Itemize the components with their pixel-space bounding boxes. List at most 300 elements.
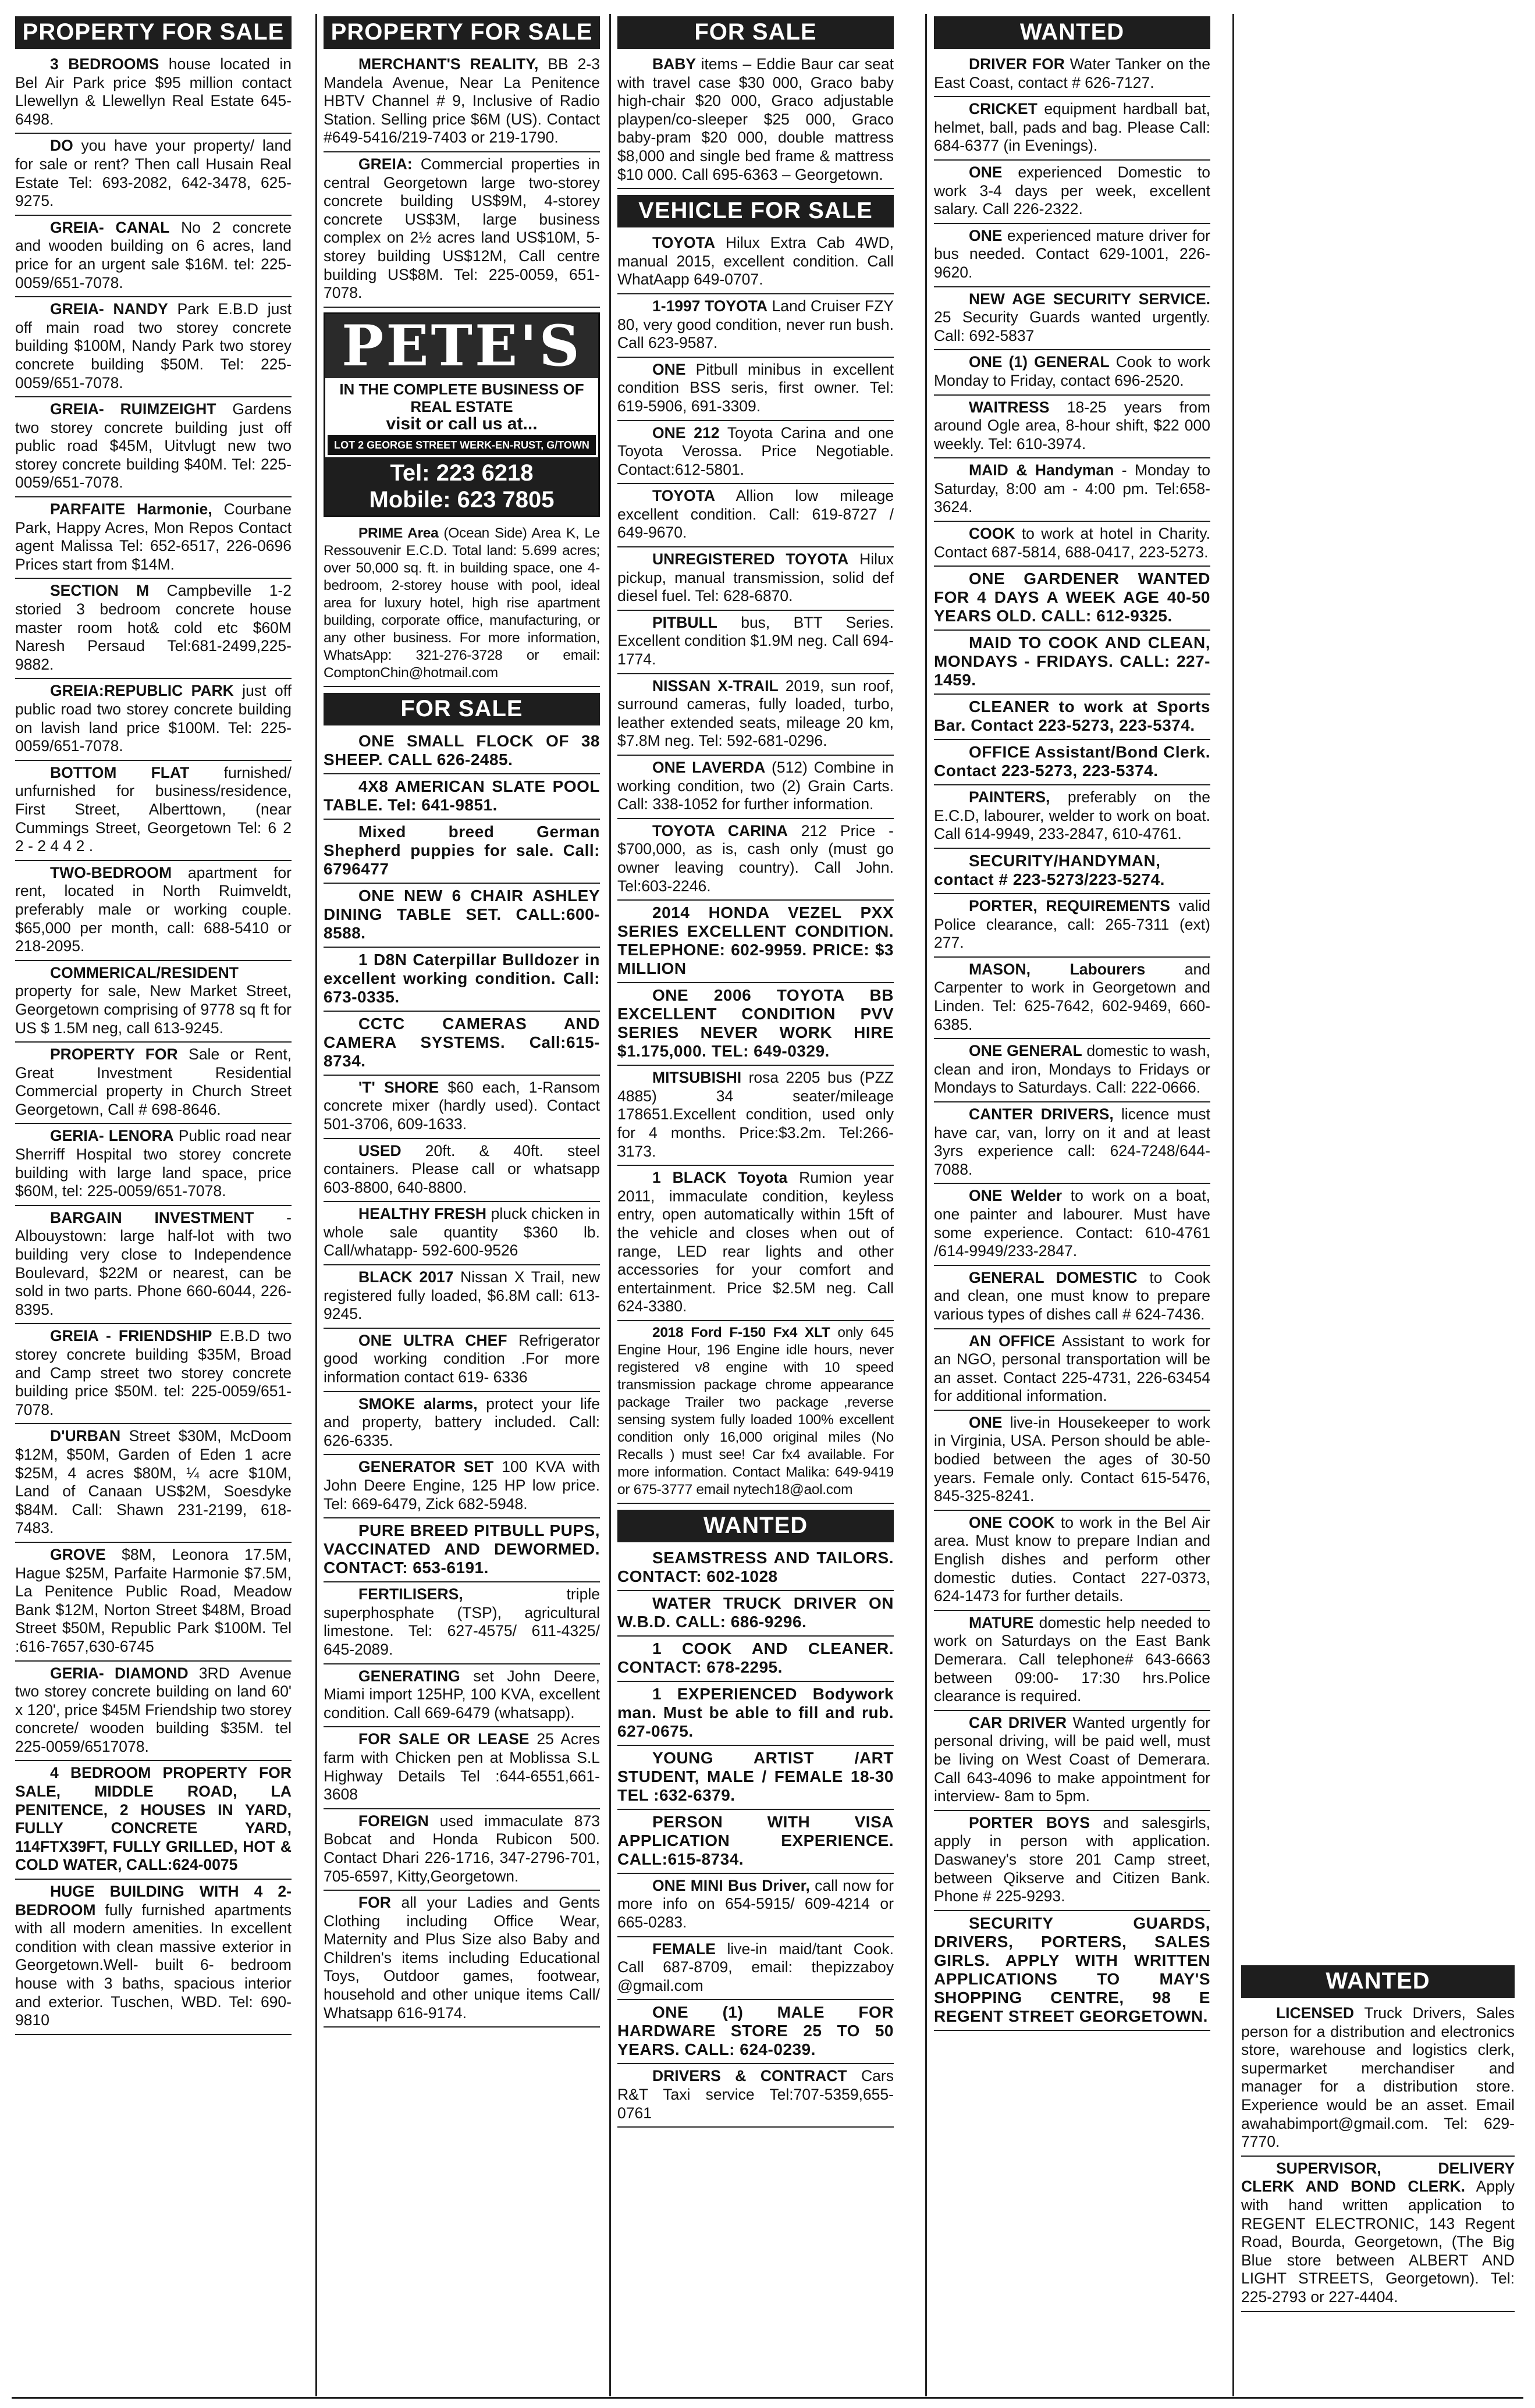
ad-text <box>617 550 894 606</box>
ad-text <box>617 424 894 479</box>
column-divider <box>1232 14 1234 2396</box>
ad-body: and salesgirls, apply in person with application. Daswaney's store 201 Camp street, between Qikserve and Citizen Bank. Phone # 225-9293. <box>934 1813 1210 1905</box>
ad-lead: PROPERTY FOR <box>50 1045 178 1063</box>
classified-ad <box>15 1761 292 1880</box>
classified-ad <box>324 1139 600 1203</box>
ad-body: $8M, Leonora 17.5M, Hague $25M, Parfaite Harmonie $7.5M, La Penitence Public Road, Meadow Bank $12M, Norton Street $48M, Broad Street $50M, Republic Park $100M. Tel :616-7657,630-6745 <box>15 1545 292 1655</box>
ad-text <box>934 852 1210 889</box>
ad-text <box>617 1594 894 1631</box>
ad-lead: MERCHANT'S REALITY, <box>358 55 539 73</box>
classified-ad <box>617 901 894 983</box>
ad-text <box>617 2067 894 2122</box>
ad-text <box>324 1268 600 1324</box>
ad-list <box>934 52 1210 2031</box>
ad-body: equipment hardball bat, helmet, ball, pads and bag. Please Call: 684-6377 (in Evenings). <box>934 100 1210 155</box>
ad-text <box>324 1521 600 1577</box>
ad-text <box>324 155 600 303</box>
classified-ad <box>15 761 292 861</box>
ad-body: - Albouystown: large half-lot with two building very close to Independence Boulevard, $22M or nearest, can be sold in two parts. Phone 660-6044, 226-8395. <box>15 1208 292 1318</box>
ad-text <box>934 399 1210 454</box>
column-3 <box>617 16 894 2128</box>
classified-ad <box>934 1039 1210 1102</box>
logo-address: LOT 2 GEORGE STREET WERK-EN-RUST, G/TOWN <box>328 435 596 455</box>
classified-ad <box>617 547 894 611</box>
ad-text <box>934 525 1210 561</box>
ad-text <box>617 55 894 184</box>
ad-lead: ONE Welder <box>969 1187 1063 1205</box>
ad-text <box>617 1685 894 1741</box>
ad-lead: GERIA- DIAMOND <box>50 1664 189 1682</box>
ad-lead: MATURE <box>969 1613 1034 1631</box>
classified-ad <box>934 1184 1210 1265</box>
ad-body: items – Eddie Baur car seat with travel case $30 000, Graco baby high-chair $20 000, Graco adjustable playpen/co-sleeper $25 000, Graco baby-pram $20 000, double mattress $8,000 and single bed frame & mattress $10 000. Call 695-6363 – Georgetown. <box>617 55 894 183</box>
classified-ad <box>617 1874 894 1937</box>
classified-ad <box>324 152 600 308</box>
classified-ad <box>934 849 1210 894</box>
classified-ad <box>934 1611 1210 1711</box>
ad-body: used immaculate 873 Bobcat and Honda Rubicon 500. Contact Dhari 226-1716, 347-2796-701, 705-6597, Kitty,Georgetown. <box>324 1812 600 1885</box>
classified-ad <box>324 1392 600 1456</box>
classified-ad <box>934 631 1210 695</box>
ad-body: Campbeville 1-2 storied 3 bedroom concrete house master room hot& cold etc $60M Naresh Persaud Tel:681-2499,225-9882. <box>15 582 292 673</box>
ad-text <box>934 570 1210 625</box>
ad-body: (512) Combine in working condition, two (2) Grain Carts. Call: 338-1052 for further information. <box>617 759 894 813</box>
ad-text <box>15 1327 292 1419</box>
classified-ad <box>617 1166 894 1321</box>
classified-ad <box>1241 2157 1515 2312</box>
ad-text <box>934 290 1210 346</box>
ad-body: Public road near Sherriff Hospital two storey concrete building with large land space, price $60M, tel: 225-0059/651-7078. <box>15 1127 292 1200</box>
ad-body: licence must have car, van, lorry on it and at least 3yrs experience call: 624-7248/644-7088. <box>934 1105 1210 1178</box>
ad-lead: CAR DRIVER <box>969 1713 1067 1731</box>
classified-ad <box>617 1682 894 1746</box>
ad-body: to work on a boat, one painter and labourer. Must have some experience. Contact: 610-4761 /614-9949/233-2847. <box>934 1187 1210 1260</box>
ad-lead: MITSUBISHI <box>652 1069 742 1087</box>
ad-body: to work at hotel in Charity. Contact 687-5814, 688-0417, 223-5273. <box>934 525 1210 561</box>
ad-lead: 1 D8N Caterpillar Bulldozer in excellent working condition. Call: 673-0335. <box>324 950 600 1006</box>
ad-body: call now for more info on 654-5915/ 609-4214 or 665-0283. <box>617 1876 894 1932</box>
logo-line2: visit or call us at... <box>386 414 538 433</box>
ad-text <box>15 300 292 392</box>
classified-ad <box>15 297 292 397</box>
ad-lead: SMOKE alarms, <box>358 1395 478 1413</box>
ad-text <box>324 1730 600 1804</box>
ad-text <box>324 1395 600 1450</box>
ad-lead: NISSAN X-TRAIL <box>652 677 779 695</box>
ad-body: Water Tanker on the East Coast, contact # 626-7127. <box>934 55 1210 91</box>
classified-ad <box>934 1711 1210 1811</box>
ad-text <box>934 1514 1210 1606</box>
ad-lead: PORTER BOYS <box>969 1813 1090 1831</box>
ad-lead: SECURITY GUARDS, DRIVERS, PORTERS, SALES GIRLS. APPLY WITH WRITTEN APPLICATIONS TO MAY'S SHOPPING CENTRE, 98 E REGENT STREET GEORGETOWN. <box>934 1913 1210 2025</box>
classified-ad <box>15 216 292 297</box>
classified-ad <box>15 679 292 760</box>
ad-lead: SEAMSTRESS AND TAILORS. CONTACT: 602-1028 <box>617 1548 894 1585</box>
classified-ad <box>15 1662 292 1762</box>
ad-body: experienced Domestic to work 3-4 days per week, excellent salary. Call 226-2322. <box>934 163 1210 218</box>
ad-lead: OFFICE Assistant/Bond Clerk. Contact 223-5273, 223-5374. <box>934 743 1210 780</box>
classified-ad <box>617 1066 894 1166</box>
section-header-wanted: WANTED <box>934 16 1210 49</box>
ad-lead: SUPERVISOR, DELIVERY CLERK AND BOND CLERK. <box>1241 2159 1515 2196</box>
classified-ad <box>934 567 1210 631</box>
ad-lead: ONE 2006 TOYOTA BB EXCELLENT CONDITION PVV SERIES NEVER WORK HIRE $1.175,000. TEL: 649-0329. <box>617 986 894 1061</box>
classified-ad <box>324 1664 600 1728</box>
classified-ad <box>324 1202 600 1265</box>
classified-ad <box>617 231 894 294</box>
ad-text <box>15 1764 292 1875</box>
ad-lead: ONE GARDENER WANTED FOR 4 DAYS A WEEK AGE 40-50 YEARS OLD. CALL: 612-9325. <box>934 570 1210 625</box>
ad-lead: PRIME Area <box>358 525 439 541</box>
ad-lead: USED <box>358 1141 401 1159</box>
ad-lead: COOK <box>969 525 1015 543</box>
classified-ad <box>324 1076 600 1139</box>
ad-text <box>324 1205 600 1260</box>
ad-text <box>324 55 600 147</box>
ad-lead: BLACK 2017 <box>358 1268 454 1286</box>
classified-ad <box>617 358 894 421</box>
ad-body: BB 2-3 Mandela Avenue, Near La Penitence HBTV Channel # 9, Inclusive of Radio Station. Selling price $6M (US). Contact #649-5416/219-7403 or 219-1790. <box>324 55 600 147</box>
ad-body: Cars R&T Taxi service Tel:707-5359,655-0761 <box>617 2067 894 2122</box>
ad-list <box>15 52 292 2035</box>
ad-body: triple superphosphate (TSP), agricultural limestone. Tel: 627-4575/ 611-4325/ 645-2089. <box>324 1585 600 1658</box>
ad-lead: FERTILISERS, <box>358 1585 463 1603</box>
classified-ad <box>324 774 600 820</box>
classified-ad <box>324 522 600 687</box>
classified-ad <box>617 52 894 189</box>
ad-body: - Monday to Saturday, 8:00 am - 4:00 pm. Tel:658-3624. <box>934 461 1210 516</box>
classified-ad <box>934 224 1210 287</box>
classified-ad <box>617 1546 894 1591</box>
classified-ad <box>617 674 894 756</box>
ad-text <box>617 759 894 814</box>
ad-lead: DO <box>50 137 73 155</box>
classified-ad <box>324 729 600 774</box>
column-5 <box>1241 1965 1515 2312</box>
ad-lead: GENERAL DOMESTIC <box>969 1268 1138 1286</box>
ad-list <box>324 52 600 308</box>
ad-body: Cook to work Monday to Friday, contact 696-2520. <box>934 353 1210 389</box>
ad-text <box>1241 2160 1515 2307</box>
ad-lead: GENERATING <box>358 1667 460 1685</box>
ad-lead: GREIA - FRIENDSHIP <box>50 1327 212 1345</box>
ad-lead: 1 BLACK Toyota <box>652 1169 788 1187</box>
ad-text <box>15 219 292 292</box>
ad-text <box>617 2003 894 2059</box>
ad-body: 3RD Avenue two storey concrete building on land 60' x 120', price $45M Friendship two storey concrete/ wooden building $35M. tel 225-0059/6517078. <box>15 1664 292 1755</box>
ad-body: experienced mature driver for bus needed. Contact 629-1001, 226-9620. <box>934 226 1210 281</box>
ad-text <box>324 1894 600 2022</box>
ad-body: Land Cruiser FZY 80, very good condition, never run bush. Call 623-9587. <box>617 297 894 352</box>
ad-body: Commercial properties in central Georgetown large two-storey concrete building US$9M, 4-storey concrete US$3M, large business complex on 2½ acres land US$10M, 5-storey building US$12M, Call centre building US$8M. Tel: 225-0059, 651-7078. <box>324 155 600 302</box>
ad-body: house located in Bel Air Park price $95 million contact Llewellyn & Llewellyn Real Estate 645-6498. <box>15 55 292 128</box>
ad-text <box>15 1045 292 1119</box>
ad-text <box>617 1749 894 1805</box>
ad-text <box>15 764 292 856</box>
classified-ad <box>324 1012 600 1076</box>
ad-text <box>324 732 600 769</box>
classified-ad <box>617 1810 894 1874</box>
ad-text <box>934 163 1210 219</box>
ad-body: to Cook and clean, one must know to prepare various types of dishes call # 624-7436. <box>934 1268 1210 1323</box>
ad-lead: WATER TRUCK DRIVER ON W.B.D. CALL: 686-9296. <box>617 1594 894 1631</box>
classified-ad <box>324 1518 600 1582</box>
section-header-vehicle-for-sale: VEHICLE FOR SALE <box>617 195 894 227</box>
ad-text <box>617 1940 894 1996</box>
classified-ad <box>324 1891 600 2028</box>
ad-text <box>324 951 600 1006</box>
ad-body: Rumion year 2011, immaculate condition, keyless entry, open automatically within 15ft of the vehicle and closes when out of range, LED rear lights and other accessories for your comfort and entertainment. Price $2.5M neg. Call 624-3380. <box>617 1169 894 1315</box>
ad-lead: ONE <box>969 1413 1003 1431</box>
classified-ad <box>617 1591 894 1637</box>
ad-lead: FOREIGN <box>358 1812 429 1830</box>
ad-lead: GREIA:REPUBLIC PARK <box>50 682 234 700</box>
ad-text <box>934 897 1210 952</box>
ad-text <box>934 1042 1210 1097</box>
ad-lead: BABY <box>652 55 697 73</box>
ad-text <box>934 1269 1210 1324</box>
ad-lead: TOYOTA <box>652 234 715 252</box>
ad-body: Hilux Extra Cab 4WD, manual 2015, excellent condition. Call WhatAapp 649-0707. <box>617 234 894 289</box>
ad-lead: GREIA- RUIMZEIGHT <box>50 400 216 418</box>
classified-ad <box>15 1206 292 1325</box>
classified-ad <box>617 1321 894 1504</box>
ad-body: preferably on the E.C.D, labourer, welder to work on boat. Call 614-9949, 233-2847, 610-4761. <box>934 788 1210 843</box>
ad-text <box>617 487 894 542</box>
classified-ad <box>15 1424 292 1543</box>
ad-lead: FEMALE <box>652 1940 716 1958</box>
ad-body: 100 KVA with John Deere Engine, 125 HP low price. Tel: 669-6479, Zick 682-5948. <box>324 1458 600 1513</box>
section-header-wanted: WANTED <box>617 1510 894 1542</box>
classified-ad <box>617 294 894 358</box>
classified-ad <box>934 97 1210 161</box>
column-divider <box>609 14 611 2396</box>
classified-ad <box>934 1411 1210 1511</box>
ad-body: 25 Acres farm with Chicken pen at Moblissa S.L Highway Details Tel :644-6551,661-3608 <box>324 1730 600 1804</box>
classified-ad <box>15 961 292 1043</box>
ad-lead: 'T' SHORE <box>358 1078 439 1096</box>
ad-text <box>934 1814 1210 1906</box>
ad-list <box>324 522 600 687</box>
classified-ad <box>15 1880 292 2035</box>
classified-ad <box>934 695 1210 740</box>
ad-body: domestic help needed to work on Saturdays on the East Bank Demerara. Call telephone# 643-6663 between 09:00- 17:30 hrs.Police clearance is required. <box>934 1613 1210 1705</box>
classified-ad <box>617 1746 894 1810</box>
ad-text <box>934 1105 1210 1179</box>
logo-mobile: Mobile: 623 7805 <box>369 486 555 513</box>
classified-ad <box>934 458 1210 522</box>
ad-body: Truck Drivers, Sales person for a distribution and electronics store, warehouse and logistics clerk, supermarket merchandiser and manager for a distribution store. Experience would be an asset. Email awahabimport@gmail.com. Tel: 629-7770. <box>1241 2004 1515 2151</box>
ad-lead: ONE LAVERDA <box>652 759 766 776</box>
ad-text <box>324 887 600 942</box>
ad-text <box>324 1015 600 1070</box>
classified-ad <box>934 894 1210 958</box>
ad-text <box>15 1883 292 2030</box>
ad-lead: HUGE BUILDING WITH 4 2- BEDROOM <box>15 1883 292 1919</box>
ad-lead: ONE COOK <box>969 1513 1055 1531</box>
ad-lead: HEALTHY FRESH <box>358 1205 487 1223</box>
classified-ad <box>934 1329 1210 1411</box>
classified-ad <box>15 497 292 579</box>
ad-lead: PITBULL <box>652 613 717 631</box>
ad-text <box>934 100 1210 155</box>
ad-lead: Mixed breed German Shepherd puppies for sale. Call: 6796477 <box>324 822 600 878</box>
ad-lead: ONE <box>969 226 1003 244</box>
ad-lead: GENERATOR SET <box>358 1458 494 1476</box>
ad-body: Gardens two storey concrete building just off public road $45M, Uitvlugt new two storey concrete building $40M. Tel: 225-0059/651-7078. <box>15 400 292 492</box>
ad-text <box>934 461 1210 517</box>
classified-ad <box>15 1324 292 1424</box>
ad-lead: UNREGISTERED TOYOTA <box>652 550 849 568</box>
ad-body: fully furnished apartments with all modern amenities. In excellent condition with clean massive exterior in Georgetown.Well- built 6- bedroom house with 3 baths, spacious interior and exterior. Tuschen, WBD. Tel: 690-9810 <box>15 1901 292 2029</box>
ad-lead: ONE SMALL FLOCK OF 38 SHEEP. CALL 626-2485. <box>324 731 600 769</box>
classified-ad <box>934 740 1210 785</box>
ad-body: Allion low mileage excellent condition. Call: 619-8727 / 649-9670. <box>617 487 894 542</box>
classified-ad <box>324 1455 600 1518</box>
ad-body: and Carpenter to work in Georgetown and Linden. Tel: 625-7642, 602-9469, 660-6385. <box>934 960 1210 1033</box>
classified-ad <box>15 134 292 215</box>
ad-lead: GROVE <box>50 1545 106 1563</box>
ad-text <box>324 1332 600 1387</box>
classified-ad <box>934 1511 1210 1611</box>
ad-text <box>934 698 1210 735</box>
ad-body: pluck chicken in whole sale quantity $360 lb. Call/whatapp- 592-600-9526 <box>324 1205 600 1260</box>
ad-lead: 2014 HONDA VEZEL PXX SERIES EXCELLENT CONDITION. TELEPHONE: 602-9959. PRICE: $3 MILLION <box>617 904 894 978</box>
classified-ad <box>934 1266 1210 1329</box>
ad-lead: 4 BEDROOM PROPERTY FOR SALE, MIDDLE ROAD, LA PENITENCE, 2 HOUSES IN YARD, FULLY CONCRETE YARD, 114FTX39FT, FULLY GRILLED, HOT & COLD WATER, CALL:624-0075 <box>15 1764 292 1874</box>
ad-body: bus, BTT Series. Excellent condition $1.9M neg. Call 694-1774. <box>617 613 894 668</box>
ad-body: Assistant to work for an NGO, personal transportation will be an asset. Contact 225-4731, 226-63454 for additional information. <box>934 1332 1210 1405</box>
ad-text <box>15 400 292 492</box>
ad-body: 212 Price - $700,000, as is, cash only (must go owner leaving country). Call John. Tel:603-2246. <box>617 821 894 895</box>
ad-text <box>15 1546 292 1656</box>
ad-lead: FOR <box>358 1894 391 1912</box>
ad-lead: PURE BREED PITBULL PUPS, VACCINATED AND DEWORMED. CONTACT: 653-6191. <box>324 1521 600 1577</box>
ad-text <box>1241 2004 1515 2151</box>
ad-text <box>15 582 292 674</box>
ad-body: E.B.D two storey concrete building $35M, Broad and Camp street two storey concrete building price $50M. tel: 225-0059/651-7078. <box>15 1327 292 1418</box>
ad-body: to work in the Bel Air area. Must know to prepare Indian and English dishes and perform other domestic duties. Contact 227-0373, 624-1473 for further details. <box>934 1513 1210 1605</box>
section-header-wanted: WANTED <box>1241 1965 1515 1998</box>
ad-lead: 1 COOK AND CLEANER. CONTACT: 678-2295. <box>617 1639 894 1676</box>
classified-ad <box>15 52 292 134</box>
ad-lead: TOYOTA CARINA <box>652 821 788 840</box>
ad-lead: MAID TO COOK AND CLEAN, MONDAYS - FRIDAYS. CALL: 227-1459. <box>934 634 1210 689</box>
column-divider <box>925 14 927 2396</box>
classified-ad <box>324 1809 600 1891</box>
ad-text <box>15 1664 292 1756</box>
classified-ad <box>324 1265 600 1329</box>
classified-ad <box>617 2064 894 2128</box>
ad-body: Pitbull minibus in excellent condition BSS seris, first owner. Tel: 619-5906, 691-3309. <box>617 360 894 415</box>
ad-lead: ONE GENERAL <box>969 1042 1082 1060</box>
ad-body: Courbane Park, Happy Acres, Mon Repos Contact agent Malissa Tel: 652-6517, 226-0696 Prices start from $14M. <box>15 500 292 573</box>
ad-list <box>1241 2001 1515 2312</box>
column-4 <box>934 16 1210 2031</box>
ad-text <box>324 1079 600 1134</box>
column-divider <box>315 14 317 2396</box>
ad-text <box>934 353 1210 390</box>
ad-list <box>617 1546 894 2128</box>
ad-lead: DRIVERS & CONTRACT <box>652 2067 847 2085</box>
logo-tel: Tel: 223 6218 <box>390 460 534 486</box>
classified-ad <box>324 1329 600 1392</box>
classified-ad <box>324 1582 600 1664</box>
ad-lead: GREIA- CANAL <box>50 218 170 236</box>
classified-ad <box>934 522 1210 567</box>
ad-lead: BARGAIN INVESTMENT <box>50 1208 254 1226</box>
ad-lead: MAID & Handyman <box>969 461 1114 479</box>
ad-lead: 3 BEDROOMS <box>50 55 159 73</box>
ad-text <box>617 1877 894 1932</box>
ad-text <box>617 1069 894 1161</box>
ad-text <box>934 1187 1210 1260</box>
ad-body: $60 each, 1-Ransom concrete mixer (hardly used). Contact 501-3706, 609-1633. <box>324 1078 600 1133</box>
logo-tagline <box>325 378 598 457</box>
logo-phones <box>325 457 598 515</box>
ad-text <box>15 1209 292 1319</box>
ad-text <box>15 964 292 1037</box>
classified-ad <box>15 1043 292 1124</box>
classified-ad <box>617 756 894 819</box>
ad-text <box>617 297 894 353</box>
ad-lead: TOYOTA <box>652 487 715 505</box>
classified-ad <box>934 287 1210 351</box>
ad-text <box>934 1914 1210 2026</box>
classified-ad <box>617 484 894 547</box>
ad-text <box>617 361 894 416</box>
ad-text <box>324 1667 600 1723</box>
logo-name: PETE'S <box>325 314 598 378</box>
ad-body: only 645 Engine Hour, 196 Engine idle hours, never registered v8 engine with 10 speed transmission package chrome appearance package Trailer two package ,reverse sensing system fully loaded 100% excellent condition only 16,000 original miles (No Recalls ) must see! Car fx4 available. For more information. Contact Malika: 649-9419 or 675-3777 email nytech18@aol.com <box>617 1324 894 1498</box>
ad-lead: ONE (1) GENERAL <box>969 353 1110 371</box>
classified-ad <box>324 948 600 1012</box>
ad-list <box>617 52 894 189</box>
classified-ad <box>934 396 1210 459</box>
ad-text <box>934 788 1210 844</box>
ad-text <box>617 1324 894 1499</box>
ad-lead: 1-1997 TOYOTA <box>652 297 768 315</box>
classified-ad <box>934 350 1210 395</box>
ad-text <box>15 500 292 574</box>
classified-ad <box>617 983 894 1066</box>
ad-lead: PARFAITE Harmonie, <box>50 500 212 518</box>
ad-body: set John Deere, Miami import 125HP, 100 KVA, excellent condition. Call 669-6479 (whatsapp). <box>324 1667 600 1721</box>
ad-lead: ONE <box>969 163 1003 181</box>
ad-body: just off public road two storey concrete building on lavish land price $100M. Tel: 225-0059/651-7078. <box>15 682 292 755</box>
classified-ad <box>617 819 894 901</box>
ad-text <box>934 1332 1210 1406</box>
classified-ad <box>15 579 292 679</box>
ad-text <box>934 55 1210 92</box>
ad-list <box>324 729 600 2028</box>
ad-lead: PERSON WITH VISA APPLICATION EXPERIENCE. CALL:615-8734. <box>617 1812 894 1868</box>
ad-text <box>324 525 600 682</box>
ad-lead: CCTC CAMERAS AND CAMERA SYSTEMS. Call:615-8734. <box>324 1014 600 1070</box>
ad-text <box>934 743 1210 780</box>
ad-lead: 4X8 AMERICAN SLATE POOL TABLE. Tel: 641-9851. <box>324 777 600 814</box>
ad-body: you have your property/ land for sale or rent? Then call Husain Real Estate Tel: 693-2082, 642-3478, 625-9275. <box>15 137 292 210</box>
ad-body: Sale or Rent, Great Investment Residential Commercial property in Church Street Georgetown, Call # 698-8646. <box>15 1045 292 1118</box>
ad-body: 18-25 years from around Ogle area, 8-hour shift, $22 000 weekly. Tel: 610-3974. <box>934 398 1210 453</box>
ad-lead: SECURITY/HANDYMAN, contact # 223-5273/223-5274. <box>934 852 1165 889</box>
ad-text <box>15 55 292 129</box>
classified-ad <box>324 52 600 152</box>
ad-body: (Ocean Side) Area K, Le Ressouvenir E.C.D. Total land: 5.699 acres; over 50,000 sq. ft. in building space, one 4-bedroom, 2-storey house with pool, ideal area for luxury hotel, high rise apartment building, corporate office, manufacturing, or any other business. For more information, WhatsApp: 321-276-3728 or email: ComptonChin@hotmail.com <box>324 525 600 681</box>
ad-lead: ONE NEW 6 CHAIR ASHLEY DINING TABLE SET. CALL:600-8588. <box>324 886 600 942</box>
ad-body: property for sale, New Market Street, Georgetown comprising of 9778 sq ft for US $ 1.5M neg, call 613-9245. <box>15 982 292 1037</box>
ad-text <box>934 1614 1210 1706</box>
